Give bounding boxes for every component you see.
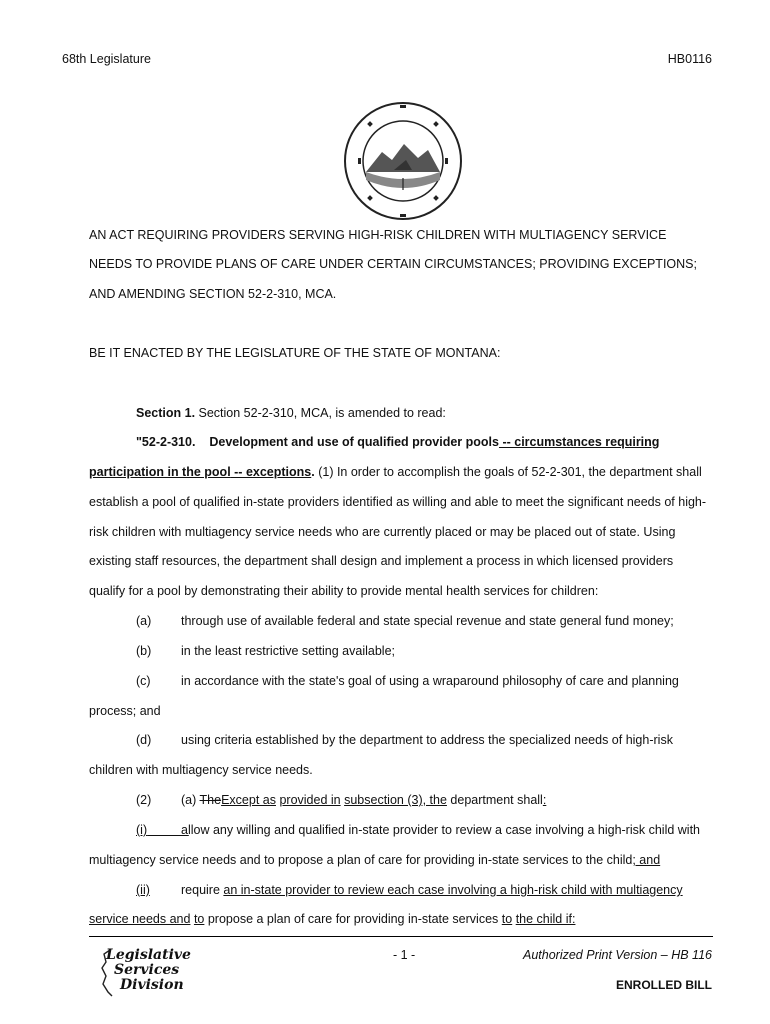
logo-line-3: Division: [120, 977, 184, 993]
heading-insertion-1: -- circumstances requiring: [498, 435, 660, 449]
state-seal-icon: [342, 100, 464, 222]
item-ii-cont: [89, 912, 575, 927]
enrolled-bill-label: ENROLLED BILL: [616, 978, 712, 992]
section-intro-text: Section 52-2-310, MCA, is amended to read:: [195, 406, 446, 420]
heading-insertion-2: participation in the pool: [89, 465, 231, 479]
item-ii-text: [181, 883, 683, 898]
subsection-2a: [181, 793, 546, 808]
enacting-clause: BE IT ENACTED BY THE LEGISLATURE OF THE STATE OF MONTANA:: [89, 346, 501, 360]
item-a-label: (a): [136, 614, 152, 628]
title-line-1: AN ACT REQUIRING PROVIDERS SERVING HIGH-RISK CHILDREN WITH MULTIAGENCY SERVICE: [89, 228, 667, 242]
section-number: "52-2-310.: [136, 435, 196, 449]
p1-line-4: existing staff resources, the department shall design and implement a process in which licensed providers: [89, 554, 674, 568]
inserted-ii-cont-1: service needs and: [89, 912, 191, 926]
item-c-text: in accordance with the state's goal of using a wraparound philosophy of care and planning: [181, 674, 679, 688]
inserted-ii-text: an in-state provider to review each case involving a high-risk child with multiagency: [223, 883, 683, 897]
item-i-cont: [89, 853, 660, 868]
item-ii-cont-mid: propose a plan of care for providing in-state services: [204, 912, 502, 926]
p1-line-3: risk children with multiagency service needs who are currently placed or may be placed out of state. Using: [89, 525, 676, 539]
title-line-2: NEEDS TO PROVIDE PLANS OF CARE UNDER CERTAIN CIRCUMSTANCES; PROVIDING EXCEPTIONS;: [89, 257, 697, 271]
p1-line-5: qualify for a pool by demonstrating their ability to provide mental health services for children:: [89, 584, 599, 598]
section-title: Development and use of qualified provider pools: [209, 435, 499, 449]
item-c-cont: process; and: [89, 704, 161, 718]
item-d-label: (d): [136, 733, 152, 747]
inserted-text-1: Except as: [221, 793, 276, 807]
heading-insertion-3: -- exceptions: [230, 465, 312, 479]
lsd-logo: [100, 944, 190, 1000]
item-i-label: [136, 823, 181, 838]
inserted-and: ; and: [632, 853, 661, 867]
inserted-ii-cont-3: to: [501, 912, 513, 926]
subsection-2a-label: (a): [181, 793, 200, 807]
title-line-3: AND AMENDING SECTION 52-2-310, MCA.: [89, 287, 337, 301]
p1-line-2: establish a pool of qualified in-state providers identified as willing and able to meet the significant needs of high-: [89, 495, 707, 509]
authorized-print-version: Authorized Print Version – HB 116: [523, 948, 712, 962]
inserted-colon: :: [542, 793, 547, 807]
section-label: Section 1.: [136, 406, 196, 420]
item-b-text: in the least restrictive setting available;: [181, 644, 395, 658]
item-i-label-text: (i): [136, 823, 148, 837]
inserted-text-2: provided in: [279, 793, 341, 807]
inserted-ii-cont-2: to: [193, 912, 205, 926]
item-i-cont-text: multiagency service needs and to propose a plan of care for providing in-state services to the child: [89, 853, 633, 867]
item-d-cont: children with multiagency service needs.: [89, 763, 313, 777]
item-i-text: allow any willing and qualified in-state provider to review a case involving a high-risk child with: [181, 823, 701, 837]
section-heading-cont: [89, 465, 702, 480]
item-a-text: through use of available federal and state special revenue and state general fund money;: [181, 614, 674, 628]
inserted-ii-cont-4: the child if:: [515, 912, 576, 926]
heading-period: .: [311, 465, 315, 479]
item-d-text: using criteria established by the department to address the specialized needs of high-risk: [181, 733, 673, 747]
item-ii-label: (ii): [136, 883, 150, 897]
footer-divider: [89, 936, 713, 937]
item-ii-require: require: [181, 883, 224, 897]
logo-line-1: Legislative: [106, 947, 191, 963]
section-1-intro: [136, 406, 446, 421]
section-heading: [136, 435, 659, 450]
inserted-text-3: subsection (3), the: [344, 793, 447, 807]
logo-line-2: Services: [114, 962, 180, 978]
item-b-label: (b): [136, 644, 152, 658]
subsection-2-label: (2): [136, 793, 152, 807]
header-bill-number: HB0116: [667, 52, 712, 66]
subsection-2a-rest: department shall: [446, 793, 543, 807]
p1-start: (1) In order to accomplish the goals of 52-2-301, the department shall: [314, 465, 702, 479]
header-legislature: 68th Legislature: [62, 52, 151, 66]
page-number: - 1 -: [393, 948, 416, 962]
struck-text: The: [199, 793, 222, 807]
item-c-label: (c): [136, 674, 151, 688]
